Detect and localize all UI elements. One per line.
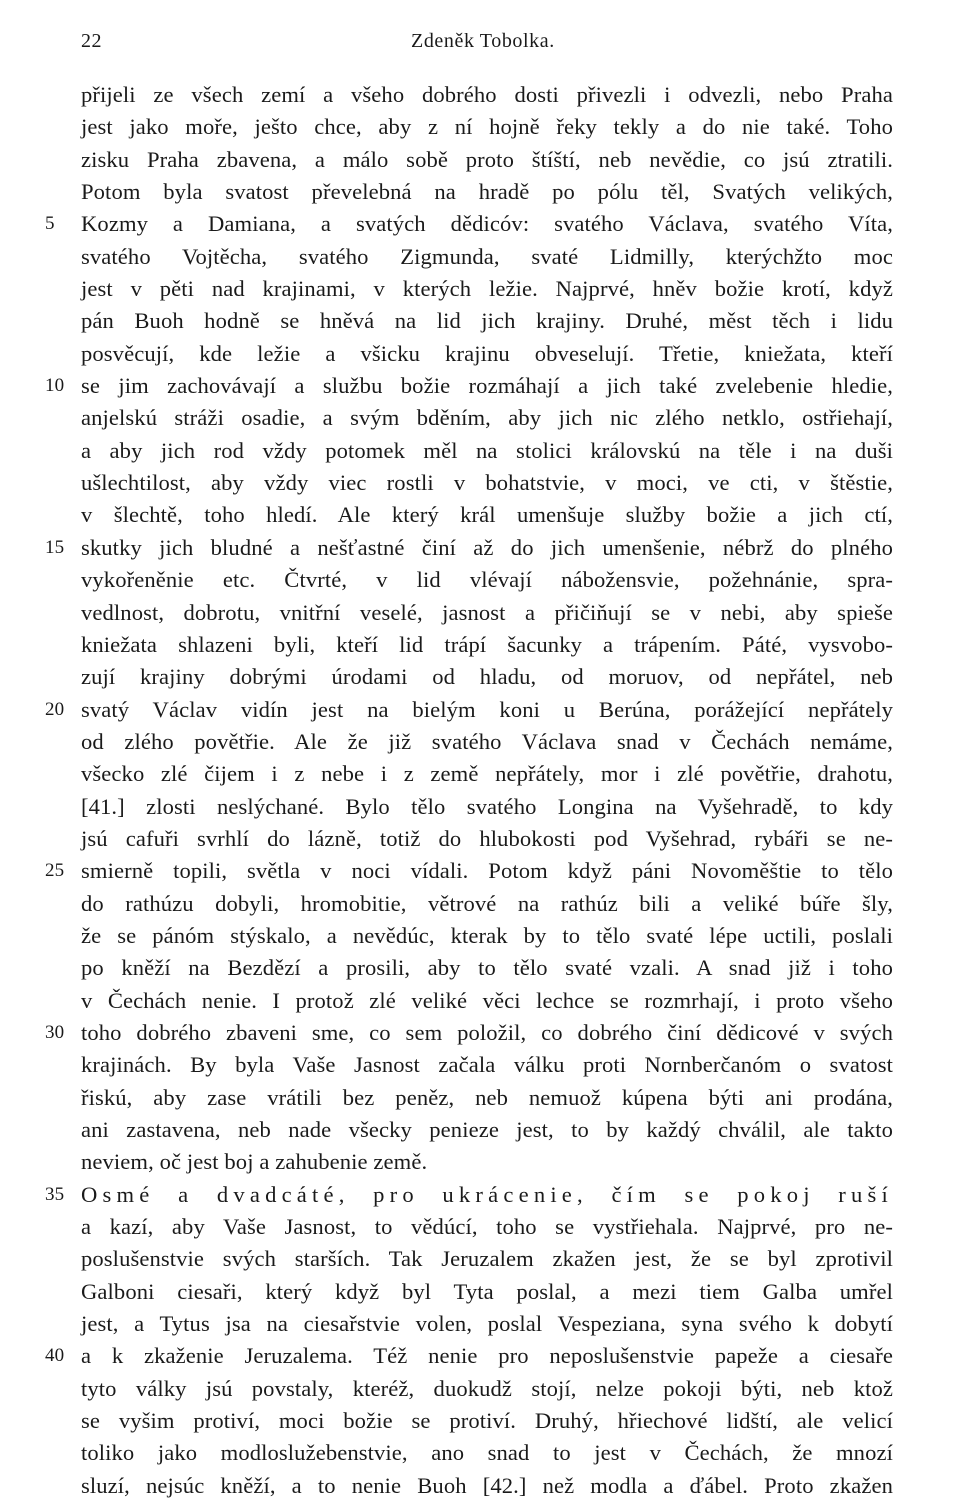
text-line bbox=[81, 1308, 893, 1340]
line-text: přijeli ze všech zemí a všeho dobrého dosti přivezli i odvezli, nebo Praha bbox=[81, 82, 893, 107]
text-line bbox=[81, 176, 893, 208]
line-text: do rathúzu dobyli, hromobitie, větrové na rathúz bili a veliké búře šly, bbox=[81, 890, 893, 916]
text-line bbox=[81, 111, 893, 143]
text-line bbox=[45, 1017, 893, 1049]
line-text: se vyšim protiví, moci božie se protiví. Druhý, hřiechové lidští, ale velicí bbox=[81, 1408, 893, 1434]
line-number: 40 bbox=[45, 1345, 65, 1367]
text-line bbox=[45, 1340, 893, 1372]
text-line bbox=[81, 920, 893, 952]
text-line bbox=[45, 855, 893, 887]
line-text: krajinách. By byla Vaše Jasnost začala válku proti Nornberčanóm o svatost bbox=[81, 1052, 893, 1078]
line-number: 10 bbox=[45, 375, 65, 397]
body-text bbox=[45, 79, 893, 1502]
line-number: 35 bbox=[45, 1183, 65, 1205]
text-line bbox=[81, 1470, 893, 1502]
page-header bbox=[81, 30, 893, 60]
line-text: [41.] zlosti neslýchané. Bylo tělo svatého Longina na Vyšehradě, to kdy bbox=[81, 793, 893, 819]
line-text: že se pánóm stýskalo, a nevědúc, kterak by to tělo svaté lépe uctili, poslali bbox=[81, 922, 893, 948]
text-line bbox=[81, 791, 893, 823]
line-number: 15 bbox=[45, 536, 65, 558]
text-line bbox=[81, 629, 893, 661]
text-line bbox=[81, 1082, 893, 1114]
text-line bbox=[81, 273, 893, 305]
text-line bbox=[45, 1179, 893, 1211]
line-text: a kazí, aby Vaše Jasnost, to vědúcí, toho se vystřiehala. Najprvé, pro ne- bbox=[81, 1214, 893, 1240]
line-text: jest jako moře, ješto chce, aby z ní hojně řeky tekly a do nie také. Toho bbox=[81, 114, 893, 140]
page-number: 22 bbox=[81, 30, 102, 52]
line-text: všecko zlé čijem i z nebe i z země nepřátely, mor i zlé povětřie, drahotu, bbox=[81, 761, 893, 787]
line-text: Galboni ciesaři, který když byl Tyta poslal, a mezi tiem Galba umřel bbox=[81, 1278, 893, 1304]
line-text: skutky jich bludné a nešťastné činí až do jich umenšenie, nébrž do plného bbox=[81, 534, 893, 560]
line-text: neviem, oč jest boj a zahubenie země. bbox=[81, 1149, 428, 1175]
line-text: jest, a Tytus jsa na ciesařstvie volen, poslal Vespeziana, syna svého k dobytí bbox=[81, 1311, 893, 1337]
text-line bbox=[81, 985, 893, 1017]
line-text: od zlého povětřie. Ale že již svatého Václava snad v Čechách nemáme, bbox=[81, 728, 893, 754]
text-line bbox=[81, 1437, 893, 1469]
line-text: se jim zachovávají a službu božie rozmáhají a jich také zvelebenie hledie, bbox=[81, 373, 893, 399]
line-text: zisku Praha zbavena, a málo sobě proto štíští, neb nevědie, co jsú ztratili. bbox=[81, 146, 893, 172]
line-text: toliko jako modloslužebenstvie, ano snad to jest v Čechách, že mnozí bbox=[81, 1440, 893, 1466]
text-line bbox=[81, 467, 893, 499]
line-text: posvěcují, kde ležie a všicku krajinu obveselují. Třetie, kniežata, kteří bbox=[81, 340, 893, 366]
line-text: anjelskú stráži osadie, a svým bděním, aby jich nic zlého netklo, ostřiehají, bbox=[81, 405, 893, 431]
line-text: sluzí, nejsúc kněží, a to nenie Buoh [42.] než modla a ďábel. Proto zkažen bbox=[81, 1472, 893, 1498]
line-text: jest v pěti nad krajinami, v kterých ležie. Najprvé, hněv božie krotí, když bbox=[81, 276, 893, 302]
line-text: poslušenstvie svých starších. Tak Jeruzalem zkažen jest, že se byl zprotivil bbox=[81, 1246, 893, 1272]
line-number: 5 bbox=[45, 213, 55, 235]
text-line bbox=[45, 694, 893, 726]
text-line bbox=[81, 661, 893, 693]
line-text: Osmé a dvadcáté, pro ukrácenie, čím se pokoj ruší bbox=[81, 1181, 893, 1207]
text-line bbox=[81, 1276, 893, 1308]
text-line bbox=[81, 888, 893, 920]
text-line bbox=[81, 952, 893, 984]
line-text: zují krajiny dobrými úrodami od hladu, od moruov, od nepřátel, neb bbox=[81, 664, 893, 690]
line-text: jsú cafuři svrhlí do lázně, totiž do hlubokosti pod Vyšehrad, rybáři se ne- bbox=[81, 825, 893, 851]
text-line bbox=[81, 758, 893, 790]
line-text: v Čechách nenie. I protož zlé veliké věci lechce se rozmrhají, i proto všeho bbox=[81, 987, 893, 1013]
line-text: svatého Vojtěcha, svatého Zigmunda, svaté Lidmilly, kterýchžto moc bbox=[81, 243, 893, 269]
text-line bbox=[81, 402, 893, 434]
line-text: a aby jich rod vždy potomek měl na stolici královskú na těle i na duši bbox=[81, 437, 893, 463]
text-line bbox=[81, 597, 893, 629]
text-line bbox=[81, 499, 893, 531]
line-text: Kozmy a Damiana, a svatých dědicóv: svatého Václava, svatého Víta, bbox=[81, 211, 893, 237]
line-text: vykořeněnie etc. Čtvrté, v lid vlévají nábožensvie, požehnánie, spra- bbox=[81, 567, 893, 593]
line-number: 25 bbox=[45, 860, 65, 882]
text-line bbox=[81, 726, 893, 758]
line-text: tyto války jsú povstaly, kteréž, duokudž stojí, nelze pokoji býti, neb ktož bbox=[81, 1375, 893, 1401]
line-text: a k zkaženie Jeruzalema. Též nenie pro neposlušenstvie papeže a ciesaře bbox=[81, 1343, 893, 1369]
text-line bbox=[81, 1243, 893, 1275]
text-line bbox=[81, 338, 893, 370]
line-text: toho dobrého zbaveni sme, co sem položil, co dobrého činí dědicové v svých bbox=[81, 1019, 893, 1045]
line-text: kniežata shlazeni byli, kteří lid trápí šacunky a trápením. Páté, vysvobo- bbox=[81, 631, 893, 657]
text-line bbox=[81, 1049, 893, 1081]
text-line bbox=[45, 532, 893, 564]
line-text: ani zastavena, neb nade všecky penieze jest, to by každý chválil, ale takto bbox=[81, 1117, 893, 1142]
line-number: 30 bbox=[45, 1021, 65, 1043]
text-line bbox=[81, 1405, 893, 1437]
text-line bbox=[81, 1146, 893, 1178]
text-line bbox=[81, 79, 893, 111]
line-text: Potom byla svatost převelebná na hradě po pólu těl, Svatých velikých, bbox=[81, 179, 893, 205]
text-line bbox=[81, 1114, 893, 1146]
text-line bbox=[45, 208, 893, 240]
line-text: po kněží na Bezdězí a prosili, aby to tělo svaté vzali. A snad již i toho bbox=[81, 955, 893, 981]
line-text: vedlnost, dobrotu, vnitřní veselé, jasnost a přičiňují se v nebi, aby spieše bbox=[81, 599, 893, 625]
line-text: pán Buoh hodně se hněvá na lid jich krajiny. Druhé, měst těch i lidu bbox=[81, 308, 893, 334]
text-line bbox=[81, 305, 893, 337]
line-text: smierně topili, světla v noci vídali. Potom když páni Novoměštie to tělo bbox=[81, 858, 893, 884]
line-text: řiskú, aby zase vrátili bez peněz, neb nemuož kúpena býti ani prodána, bbox=[81, 1084, 893, 1110]
line-text: v šlechtě, toho hledí. Ale který král umenšuje služby božie a jich ctí, bbox=[81, 502, 893, 528]
line-number: 20 bbox=[45, 698, 65, 720]
text-line bbox=[81, 1211, 893, 1243]
text-line bbox=[81, 435, 893, 467]
line-text: ušlechtilost, aby vždy viec rostli v bohatstvie, v moci, ve cti, v štěstie, bbox=[81, 470, 893, 496]
text-line bbox=[81, 241, 893, 273]
text-line bbox=[81, 144, 893, 176]
text-line bbox=[81, 564, 893, 596]
running-head: Zdeněk Tobolka. bbox=[411, 30, 555, 52]
line-text: svatý Václav vidín jest na bielým koni u Berúna, porážející nepřátely bbox=[81, 696, 893, 722]
text-line bbox=[45, 370, 893, 402]
text-line bbox=[81, 1373, 893, 1405]
text-line bbox=[81, 823, 893, 855]
